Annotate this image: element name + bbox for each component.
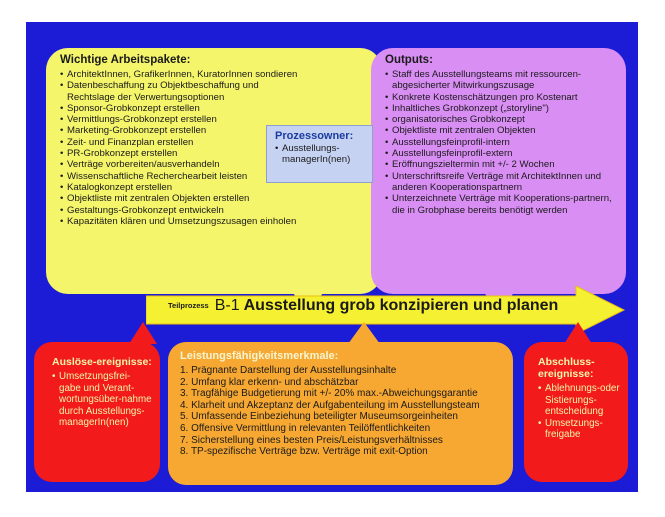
process-diagram: [26, 22, 638, 492]
closing-event-item: • Umsetzungs-freigabe: [538, 418, 622, 441]
process-owner-item: • Ausstellungs-managerIn(nen): [275, 143, 364, 166]
work-package-item: • Datenbeschaffung zu Objektbeschaffung und Rechtslage der Verwertungsoptionen: [60, 80, 282, 103]
trigger-events-box: [34, 342, 160, 482]
output-item: • Eröffnungszieltermin mit +/- 2 Wochen: [385, 159, 614, 170]
trigger-event-item: • Umsetzungsfrei-gabe und Verant-wortungsüber-nahme durch Ausstellungs-managerIn(nen): [52, 371, 152, 429]
closing-event-item: • Ablehnungs-oder Sistierungs-entscheidung: [538, 383, 622, 418]
work-packages-title: Wichtige Arbeitspakete:: [60, 54, 191, 66]
work-package-item: • Kapazitäten klären und Umsetzungszusagen einholen: [60, 216, 372, 227]
trigger-events-title: Auslöse-ereignisse:: [52, 356, 152, 368]
performance-criterion: 7. Sicherstellung eines besten Preis/Leistungsverhältnisses: [180, 434, 443, 446]
performance-criteria-list: [180, 365, 503, 458]
work-package-item: • ArchitektInnen, GrafikerInnen, KuratorInnen sondieren: [60, 69, 372, 80]
work-package-item: • Marketing-Grobkonzept erstellen: [60, 125, 372, 136]
work-package-item: • Zeit- und Finanzplan erstellen: [60, 137, 372, 148]
output-item: • Inhaltliches Grobkonzept („storyline"): [385, 103, 614, 114]
output-item: • Ausstellungsfeinprofil-intern: [385, 137, 614, 148]
work-package-item: • Vermittlungs-Grobkonzept erstellen: [60, 114, 372, 125]
output-item: • Unterschriftsreife Verträge mit ArchitektInnen und anderen Kooperationspartnern: [385, 171, 614, 194]
performance-criterion: 6. Offensive Vermittlung in relevanten Teilöffentlichkeiten: [180, 422, 431, 434]
work-package-item: • Verträge vorbereiten/ausverhandeln: [60, 159, 372, 170]
work-package-item: • Objektliste mit zentralen Objekten erstellen: [60, 193, 372, 204]
work-package-item: • PR-Grobkonzept erstellen: [60, 148, 372, 159]
performance-criterion: 1. Prägnante Darstellung der Ausstellungsinhalte: [180, 365, 397, 376]
output-item: • Objektliste mit zentralen Objekten: [385, 125, 614, 136]
closing-events-pointer: [564, 322, 592, 344]
work-package-item: • Wissenschaftliche Recherchearbeit leisten: [60, 171, 372, 182]
output-item: • Unterzeichnete Verträge mit Kooperations-partnern, die in Grobphase bereits benötigt werden: [385, 193, 614, 216]
work-package-item: • Gestaltungs-Grobkonzept entwickeln: [60, 205, 372, 216]
process-arrow: [146, 282, 626, 338]
process-prefix: Teilprozess: [168, 301, 209, 310]
performance-criterion: 4. Klarheit und Akzeptanz der Aufgabenteilung im Ausstellungsteam: [180, 399, 480, 411]
performance-criterion: 5. Umfassende Einbeziehung beteiligter Museumsorgeinheiten: [180, 411, 458, 423]
process-title: Ausstellung grob konzipieren und planen: [243, 297, 559, 314]
output-item: • Ausstellungsfeinprofil-extern: [385, 148, 614, 159]
performance-criteria-box: [168, 342, 513, 485]
process-owner-title: Prozessowner:: [275, 130, 354, 142]
trigger-events-list: [52, 371, 152, 429]
output-item: • organisatorisches Grobkonzept: [385, 114, 614, 125]
process-code: B-1: [214, 297, 240, 314]
outputs-box: [371, 48, 626, 294]
outputs-title: Outputs:: [385, 54, 433, 66]
performance-criteria-title: Leistungsfähigkeitsmerkmale:: [180, 350, 339, 362]
closing-events-list: [538, 383, 622, 441]
performance-criterion: 2. Umfang klar erkenn- und abschätzbar: [180, 376, 359, 388]
output-item: • Konkrete Kostenschätzungen pro Kostenart: [385, 92, 614, 103]
work-package-item: • Katalogkonzept erstellen: [60, 182, 372, 193]
performance-criterion: 8. TP-spezifische Verträge bzw. Verträge mit exit-Option: [180, 446, 428, 458]
output-item: • Staff des Ausstellungsteams mit ressourcen-abgesicherter Mitwirkungszusage: [385, 69, 614, 92]
process-owner-list: [275, 143, 364, 166]
work-package-item: • Sponsor-Grobkonzept erstellen: [60, 103, 372, 114]
trigger-events-pointer: [129, 322, 157, 344]
closing-events-title: Abschluss-ereignisse:: [538, 356, 595, 380]
process-label: [168, 297, 558, 315]
performance-criteria-pointer: [348, 322, 380, 344]
performance-criterion: 3. Tragfähige Budgetierung mit +/- 20% max.-Abweichungsgarantie: [180, 388, 478, 400]
process-owner-box: [266, 125, 373, 183]
outputs-list: [385, 69, 614, 216]
closing-events-box: [524, 342, 628, 482]
